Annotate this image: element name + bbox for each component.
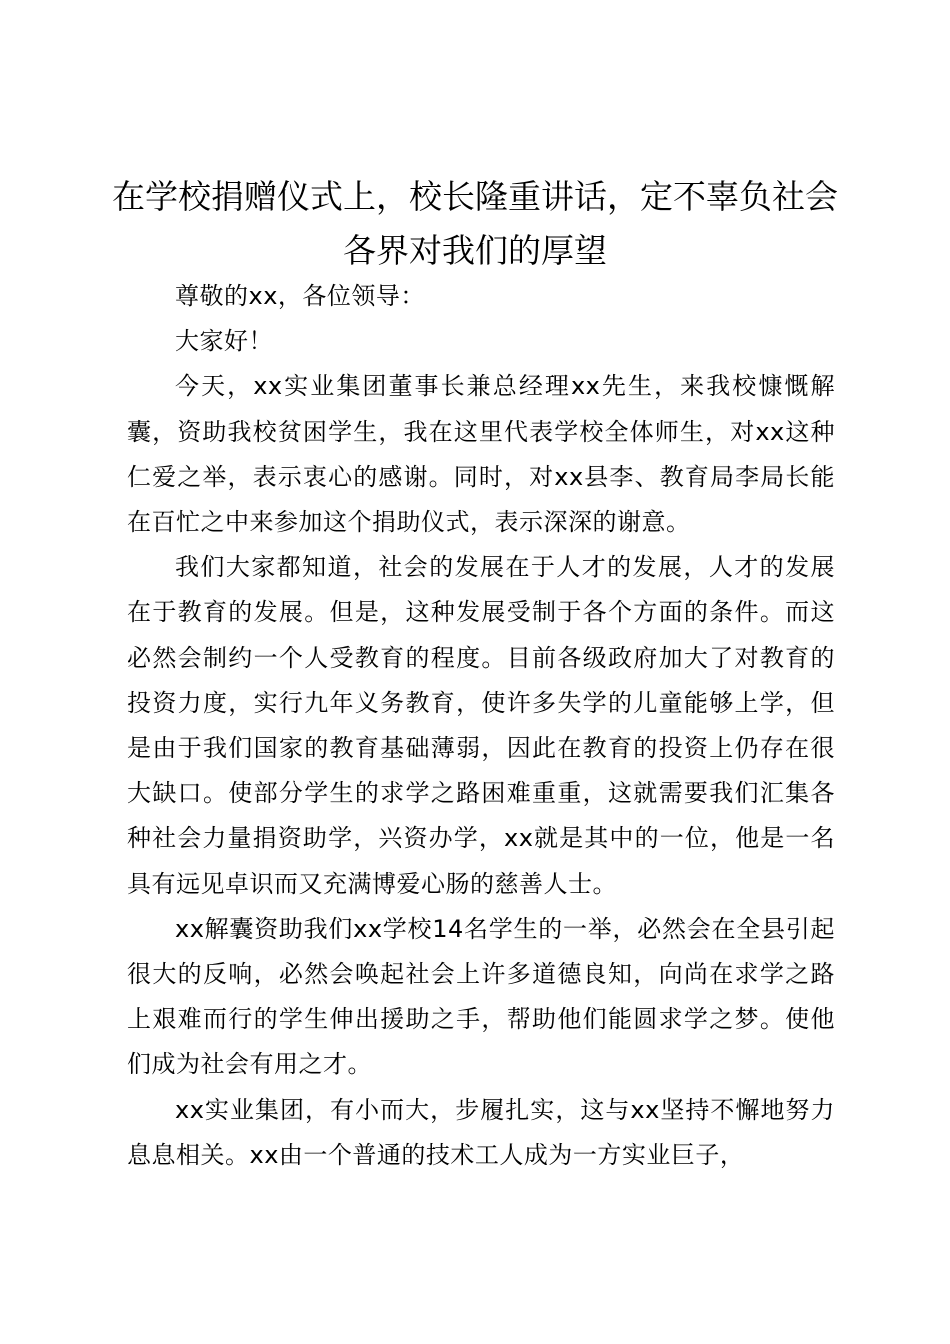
paragraph: xx解囊资助我们xx学校14名学生的一举，必然会在全县引起很大的反响，必然会唤起社会上许多道德良知，向尚在求学之路上艰难而行的学生伸出援助之手，帮助他们能圆求学之梦。使他们成为社会有用之才。	[127, 914, 835, 1079]
document-body	[127, 274, 835, 1178]
paragraph: 我们大家都知道，社会的发展在于人才的发展，人才的发展在于教育的发展。但是，这种发展受制于各个方面的条件。而这必然会制约一个人受教育的程度。目前各级政府加大了对教育的投资力度，实行九年义务教育，使许多失学的儿童能够上学，但是由于我们国家的教育基础薄弱，因此在教育的投资上仍存在很大缺口。使部分学生的求学之路困难重重，这就需要我们汇集各种社会力量捐资助学，兴资办学，xx就是其中的一位，他是一名具有远见卓识而又充满博爱心肠的慈善人士。	[127, 553, 835, 898]
document-title: 在学校捐赠仪式上，校长隆重讲话，定不辜负社会各界对我们的厚望	[112, 177, 838, 270]
paragraph: 今天，xx实业集团董事长兼总经理xx先生，来我校慷慨解囊，资助我校贫困学生，我在这里代表学校全体师生，对xx这种仁爱之举，表示衷心的感谢。同时，对xx县李、教育局李局长能在百忙之中来参加这个捐助仪式，表示深深的谢意。	[127, 372, 835, 537]
salutation: 尊敬的xx，各位领导：	[175, 282, 425, 310]
paragraph: xx实业集团，有小而大，步履扎实，这与xx坚持不懈地努力息息相关。xx由一个普通的技术工人成为一方实业巨子，	[127, 1095, 835, 1169]
greeting: 大家好！	[175, 327, 273, 356]
